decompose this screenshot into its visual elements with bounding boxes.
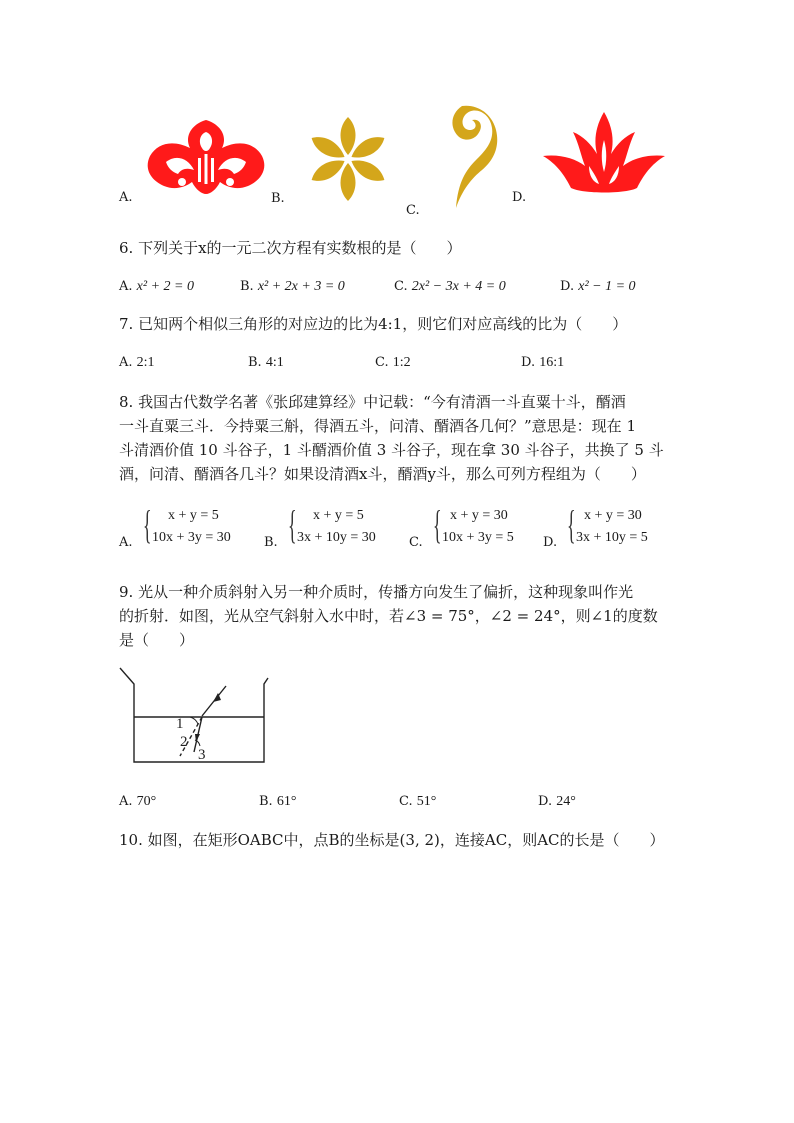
- q6-option-d[interactable]: D. x² − 1 = 0: [560, 279, 636, 294]
- q7-option-c[interactable]: C. 1:2: [375, 355, 411, 370]
- q5-option-d-label: D.: [512, 190, 527, 205]
- q7-option-b[interactable]: B. 4:1: [248, 355, 284, 370]
- gold-swirl-icon: [444, 104, 500, 210]
- q8-option-b-brace: {: [288, 502, 297, 547]
- red-floral-pattern-icon: [144, 118, 268, 196]
- q8-line-3: 斗清酒价值 10 斗谷子，1 斗醑酒价值 3 斗谷子，现在拿 30 斗谷子，共换了 5 斗: [119, 441, 664, 459]
- q9-line-3: 是（ ）: [119, 631, 195, 649]
- q9-line-1: 9. 光从一种介质斜射入另一种介质时，传播方向发生了偏折，这种现象叫作光: [119, 583, 634, 601]
- q8-option-c-label[interactable]: C.: [409, 535, 423, 550]
- q8-option-a-system: [152, 505, 231, 549]
- q8-line-2: 一斗直粟三斗．今持粟三斛，得酒五斗，问清、醑酒各几何？”意思是：现在 1: [119, 417, 636, 435]
- angle-1-arc: [190, 717, 198, 724]
- q8-line-4: 酒，问清、醑酒各几斗？如果设清酒x斗，醑酒y斗，那么可列方程组为（ ）: [119, 465, 646, 483]
- q8-option-a-brace: {: [143, 502, 152, 547]
- refraction-diagram: [118, 666, 270, 766]
- q7-stem: 7. 已知两个相似三角形的对应边的比为4:1，则它们对应高线的比为（ ）: [119, 315, 628, 333]
- q8-option-c-brace: {: [433, 502, 442, 547]
- q9-option-a[interactable]: A. 70°: [119, 794, 157, 809]
- angle-label-1: 1: [176, 716, 184, 732]
- q9-option-d[interactable]: D. 24°: [538, 794, 576, 809]
- q5-option-a-label: A.: [119, 190, 133, 205]
- red-lotus-icon: [541, 110, 667, 194]
- q8-line-1: 8. 我国古代数学名著《张邱建算经》中记载：“今有清酒一斗直粟十斗，醑酒: [119, 393, 626, 411]
- q6-stem: 6. 下列关于x的一元二次方程有实数根的是（ ）: [119, 239, 462, 257]
- q6-option-a[interactable]: A. x² + 2 = 0: [119, 279, 194, 294]
- q8-option-b-eq2: 3x + 10y = 30: [297, 530, 376, 545]
- q8-option-d-brace: {: [567, 502, 576, 547]
- q8-option-a-eq2: 10x + 3y = 30: [152, 530, 231, 545]
- q8-option-b-system: [297, 505, 376, 549]
- q6-option-b[interactable]: B. x² + 2x + 3 = 0: [240, 279, 345, 294]
- q8-option-d-eq1: x + y = 30: [584, 508, 642, 523]
- q8-option-c-eq1: x + y = 30: [450, 508, 508, 523]
- q8-option-d-label[interactable]: D.: [543, 535, 558, 550]
- container-outline: [120, 668, 268, 762]
- q7-option-a[interactable]: A. 2:1: [119, 355, 155, 370]
- q9-line-2: 的折射．如图，光从空气斜射入水中时，若∠3 = 75°，∠2 = 24°，则∠1的度数: [119, 607, 658, 625]
- q9-option-b[interactable]: B. 61°: [259, 794, 297, 809]
- angle-label-3: 3: [198, 747, 206, 763]
- q8-option-b-label[interactable]: B.: [264, 535, 278, 550]
- q7-option-d[interactable]: D. 16:1: [521, 355, 565, 370]
- q10-stem: 10. 如图，在矩形OABC中，点B的坐标是(3, 2)，连接AC，则AC的长是（ ）: [119, 831, 665, 849]
- q8-option-b-eq1: x + y = 5: [313, 508, 364, 523]
- q8-option-d-system: [576, 505, 648, 549]
- gold-flower-icon: [298, 114, 398, 204]
- q8-option-c-system: [442, 505, 514, 549]
- q5-option-b-label: B.: [271, 191, 285, 206]
- angle-label-2: 2: [180, 734, 188, 750]
- q8-option-a-eq1: x + y = 5: [168, 508, 219, 523]
- q8-option-d-eq2: 3x + 10y = 5: [576, 530, 648, 545]
- q8-option-c-eq2: 10x + 3y = 5: [442, 530, 514, 545]
- q8-option-a-label[interactable]: A.: [119, 535, 133, 550]
- q5-option-c-label: C.: [406, 203, 420, 218]
- q9-option-c[interactable]: C. 51°: [399, 794, 437, 809]
- q6-option-c[interactable]: C. 2x² − 3x + 4 = 0: [394, 279, 506, 294]
